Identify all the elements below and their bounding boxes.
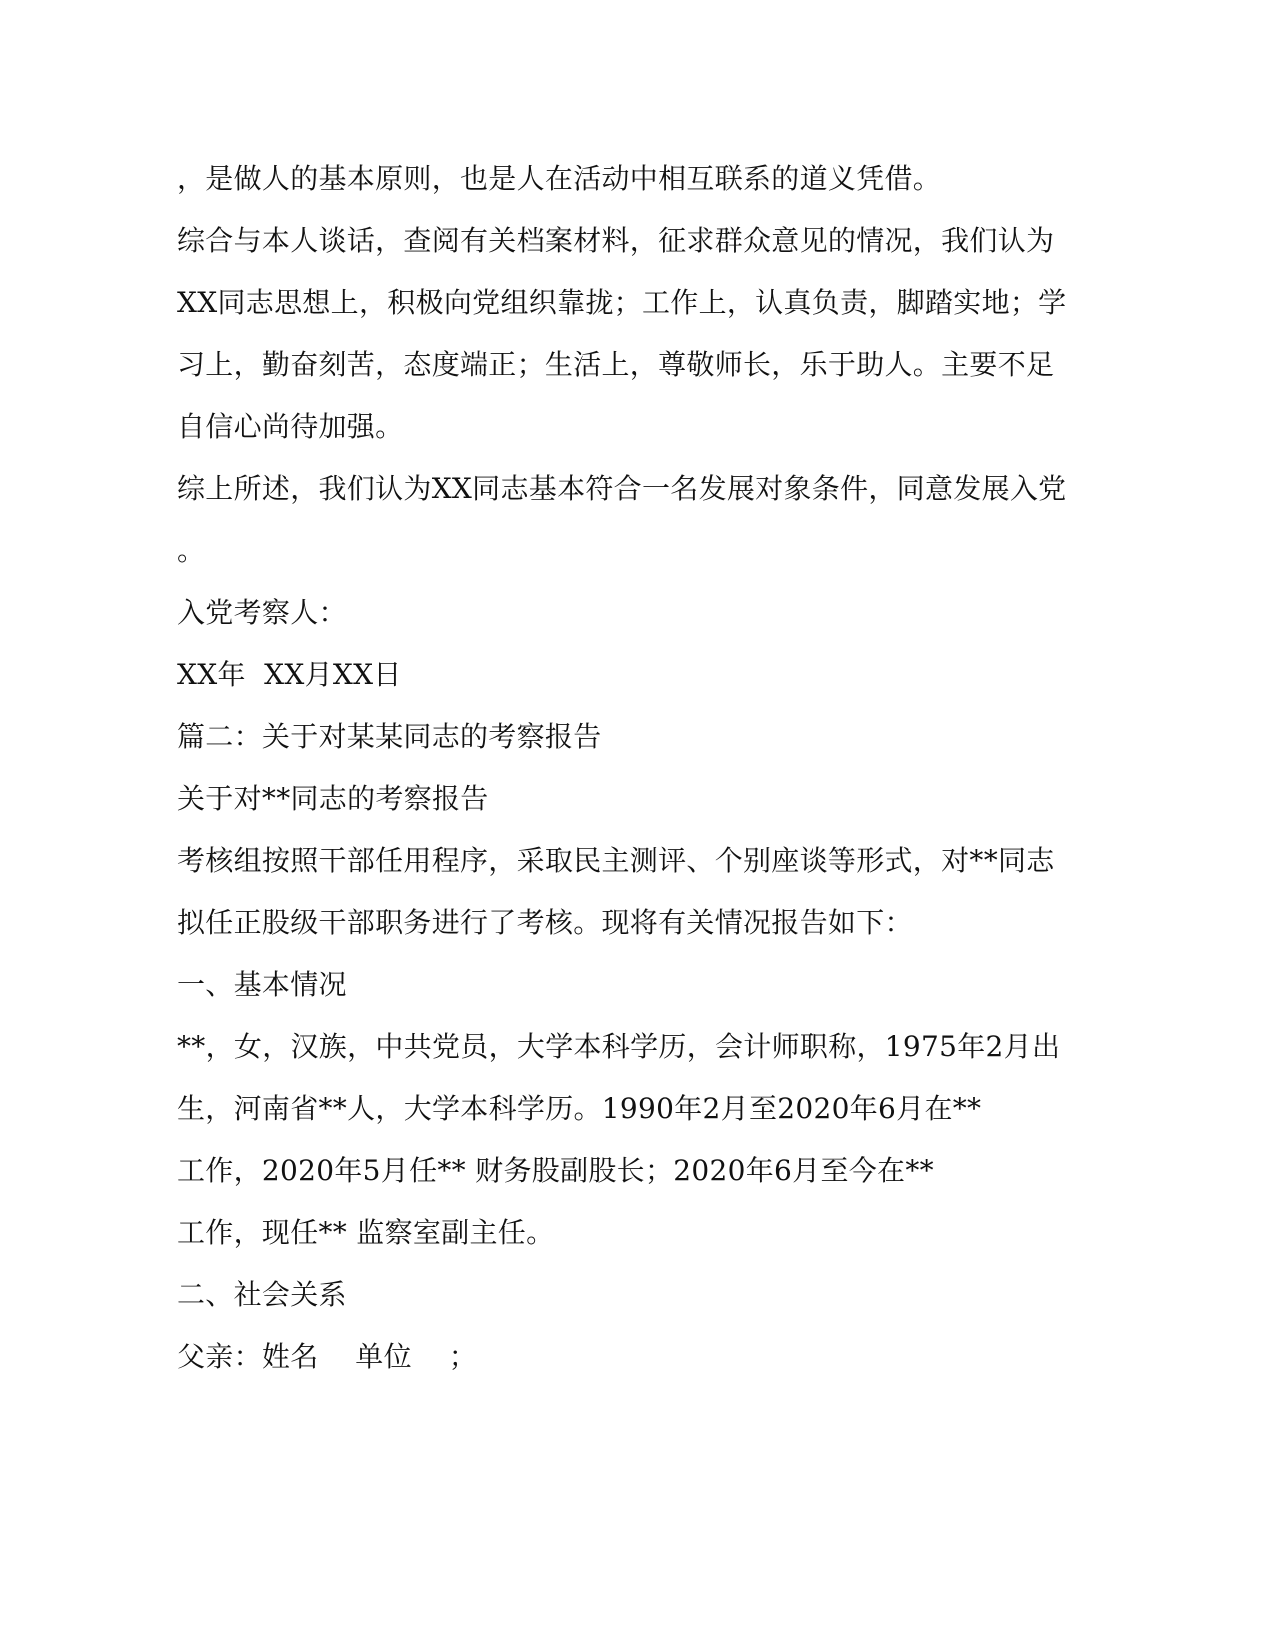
- subheading-social-relations: 二、社会关系: [177, 1278, 347, 1311]
- text-line-5: 自信心尚待加强。: [177, 410, 404, 443]
- subheading-basic-info: 一、基本情况: [177, 968, 347, 1001]
- document-body: [177, 148, 1067, 1388]
- text-line-6: 综上所述，我们认为XX同志基本符合一名发展对象条件，同意发展入党: [177, 472, 1067, 505]
- text-line-4: 习上，勤奋刻苦，态度端正；生活上，尊敬师长，乐于助人。主要不足: [177, 348, 1055, 381]
- text-line-2: 综合与本人谈话，查阅有关档案材料，征求群众意见的情况，我们认为: [177, 224, 1055, 257]
- text-line-16: 生，河南省**人，大学本科学历。1990年2月至2020年6月在**: [177, 1092, 982, 1125]
- text-line-12: 考核组按照干部任用程序，采取民主测评、个别座谈等形式，对**同志: [177, 844, 1055, 877]
- section-heading: 篇二：关于对某某同志的考察报告: [177, 720, 602, 753]
- text-line-17: 工作，2020年5月任** 财务股副股长；2020年6月至今在**: [177, 1154, 934, 1187]
- text-line-7: 。: [177, 534, 206, 567]
- text-line-18: 工作，现任** 监察室副主任。: [177, 1216, 555, 1249]
- text-line-3: XX同志思想上，积极向党组织靠拢；工作上，认真负责，脚踏实地；学: [177, 286, 1067, 319]
- text-line-1: ，是做人的基本原则，也是人在活动中相互联系的道义凭借。: [177, 162, 942, 195]
- date-line: XX年 XX月XX日: [177, 658, 402, 691]
- examiner-label: 入党考察人：: [177, 596, 347, 629]
- text-line-20: 父亲：姓名 单位 ；: [177, 1340, 478, 1373]
- text-line-13: 拟任正股级干部职务进行了考核。现将有关情况报告如下：: [177, 906, 913, 939]
- report-title: 关于对**同志的考察报告: [177, 782, 489, 815]
- text-line-15: **，女，汉族，中共党员，大学本科学历，会计师职称，1975年2月出: [177, 1030, 1061, 1063]
